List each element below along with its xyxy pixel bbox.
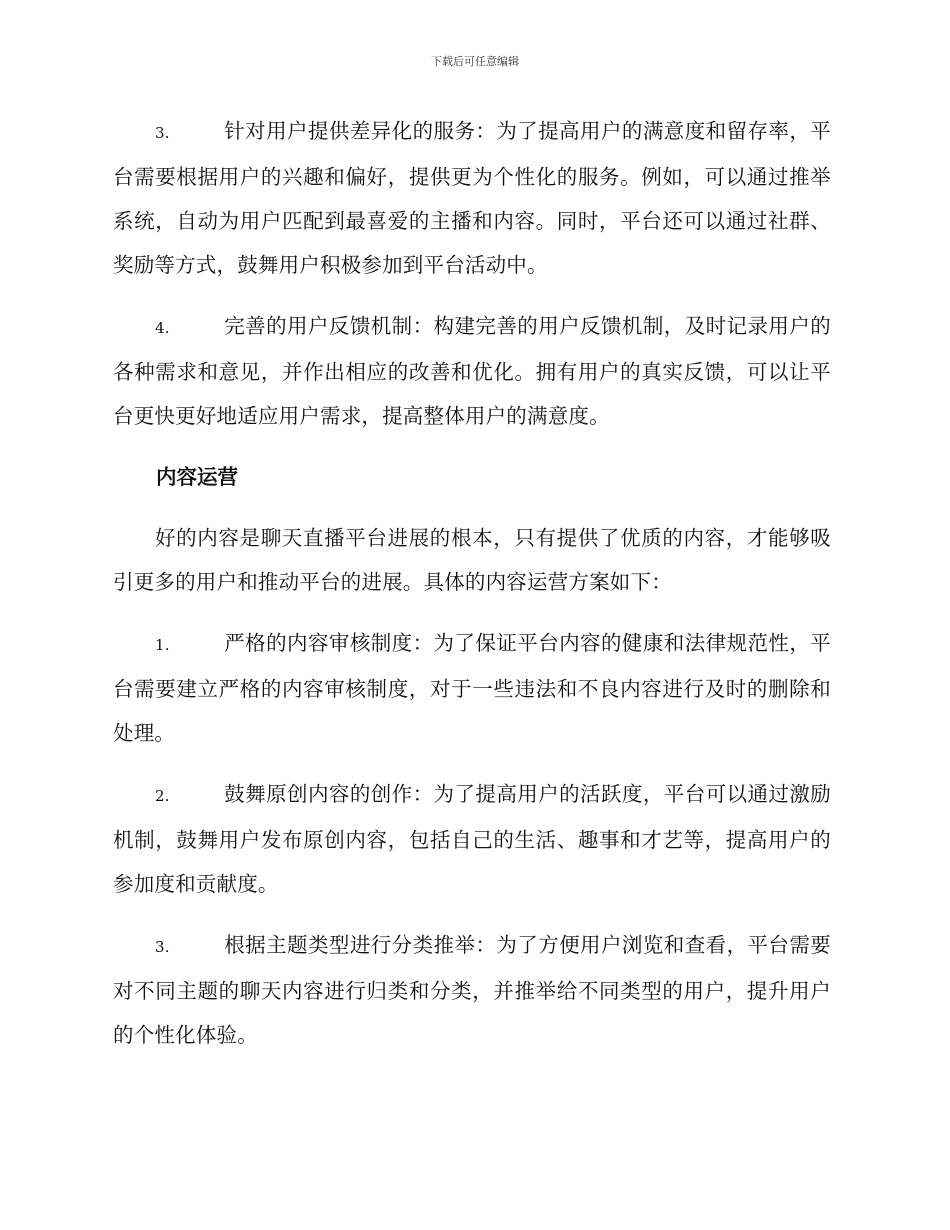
list-number: 4. — [155, 319, 170, 337]
content-list-item-3 — [113, 923, 831, 1057]
content-list-item-2 — [113, 772, 831, 906]
list-item-3 — [113, 109, 831, 287]
list-item-text: 针对用户提供差异化的服务：为了提高用户的满意度和留存率，平台需要根据用户的兴趣和偏好，提供更为个性化的服务。例如，可以通过推举系统，自动为用户匹配到最喜爱的主播和内容。同时，平台还可以通过社群、奖励等方式，鼓舞用户积极参加到平台活动中。 — [113, 119, 831, 277]
list-number: 1. — [155, 636, 170, 654]
list-item-text: 鼓舞原创内容的创作：为了提高用户的活跃度，平台可以通过激励机制，鼓舞用户发布原创内容，包括自己的生活、趣事和才艺等，提高用户的参加度和贡献度。 — [113, 782, 831, 896]
section-heading: 内容运营 — [156, 465, 238, 489]
list-item-text: 根据主题类型进行分类推举：为了方便用户浏览和查看，平台需要对不同主题的聊天内容进行归类和分类，并推举给不同类型的用户，提升用户的个性化体验。 — [113, 933, 831, 1047]
page-header-note: 下载后可任意编辑 — [431, 55, 519, 68]
list-number: 3. — [155, 124, 170, 142]
list-item-text: 严格的内容审核制度：为了保证平台内容的健康和法律规范性，平台需要建立严格的内容审核制度，对于一些违法和不良内容进行及时的删除和处理。 — [113, 631, 831, 745]
section-intro: 好的内容是聊天直播平台进展的根本，只有提供了优质的内容，才能够吸引更多的用户和推动平台的进展。具体的内容运营方案如下： — [113, 526, 831, 594]
list-number: 2. — [155, 787, 170, 805]
list-number: 3. — [155, 938, 170, 956]
content-list-item-1 — [113, 621, 831, 755]
list-item-text: 完善的用户反馈机制：构建完善的用户反馈机制，及时记录用户的各种需求和意见，并作出相应的改善和优化。拥有用户的真实反馈，可以让平台更快更好地适应用户需求，提高整体用户的满意度。 — [113, 314, 831, 428]
list-item-4 — [113, 304, 831, 438]
document-body — [113, 109, 831, 1074]
